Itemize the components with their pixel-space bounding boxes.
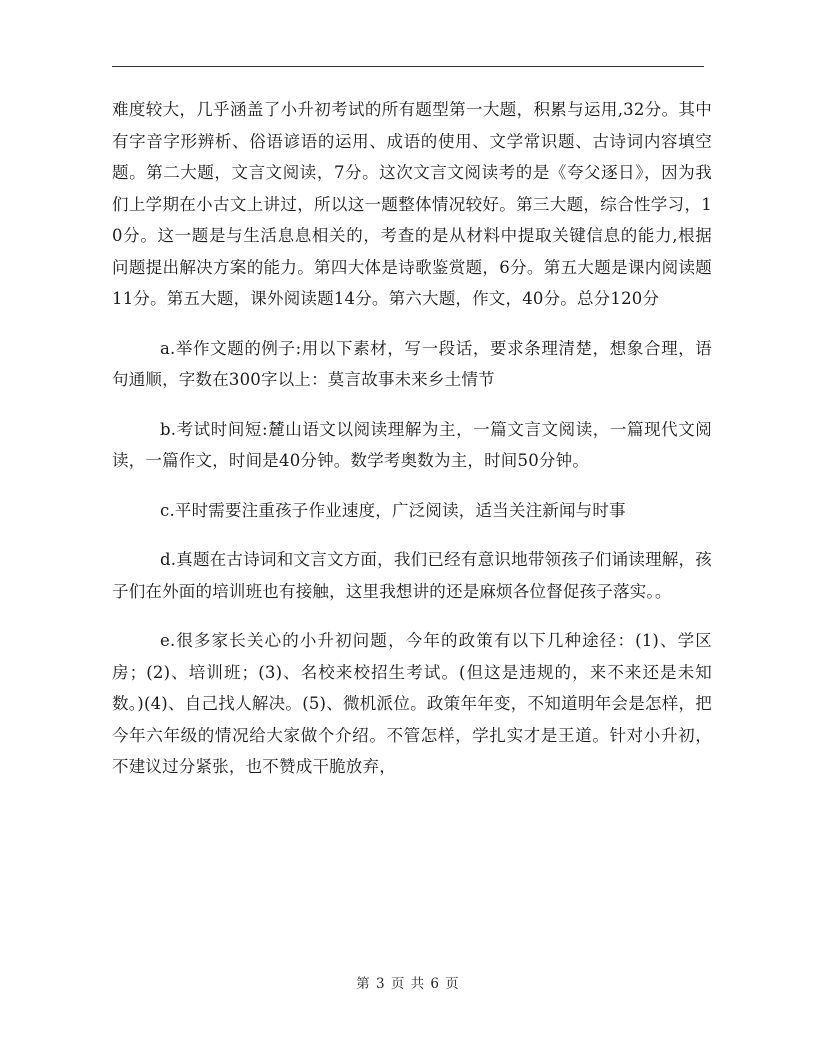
paragraph-item-b: b.考试时间短:麓山语文以阅读理解为主，一篇文言文阅读，一篇现代文阅读，一篇作文，时间是40分钟。数学考奥数为主，时间50分钟。	[112, 419, 712, 470]
paragraph-item-a: a.举作文题的例子:用以下素材，写一段话，要求条理清楚，想象合理，语句通顺，字数在300字以上：莫言故事未来乡土情节	[112, 338, 712, 389]
paragraph-item-c: c.平时需要注重孩子作业速度，广泛阅读，适当关注新闻与时事	[160, 500, 626, 520]
page-number-footer: 第 3 页 共 6 页	[356, 976, 460, 992]
paragraph-item-e: e.很多家长关心的小升初问题，今年的政策有以下几种途径：(1)、学区房；(2)、培训班；(3)、名校来校招生考试。(但这是违规的，来不来还是未知数。)(4)、自己找人解决。(5)、微机派位。政策年年变，不知道明年会是怎样，把今年六年级的情况给大家做个介绍。不管怎样，学扎实才是王道。针对小升初，不建议过分紧张，也不赞成干脆放弃，	[112, 631, 712, 776]
paragraph-item-d: d.真题在古诗词和文言文方面，我们已经有意识地带领孩子们诵读理解，孩子们在外面的培训班也有接触，这里我想讲的还是麻烦各位督促孩子落实。。	[112, 550, 712, 601]
document-body	[112, 94, 712, 783]
header-rule	[112, 66, 704, 67]
paragraph-exam-structure: 难度较大，几乎涵盖了小升初考试的所有题型第一大题，积累与运用,32分。其中有字音字形辨析、俗语谚语的运用、成语的使用、文学常识题、古诗词内容填空题。第二大题，文言文阅读，7分。这次文言文阅读考的是《夸父逐日》，因为我们上学期在小古文上讲过，所以这一题整体情况较好。第三大题，综合性学习，10分。这一题是与生活息息相关的，考查的是从材料中提取关键信息的能力,根据问题提出解决方案的能力。第四大体是诗歌鉴赏题，6分。第五大题是课内阅读题11分。第五大题，课外阅读题14分。第六大题，作文，40分。总分120分	[112, 100, 712, 308]
